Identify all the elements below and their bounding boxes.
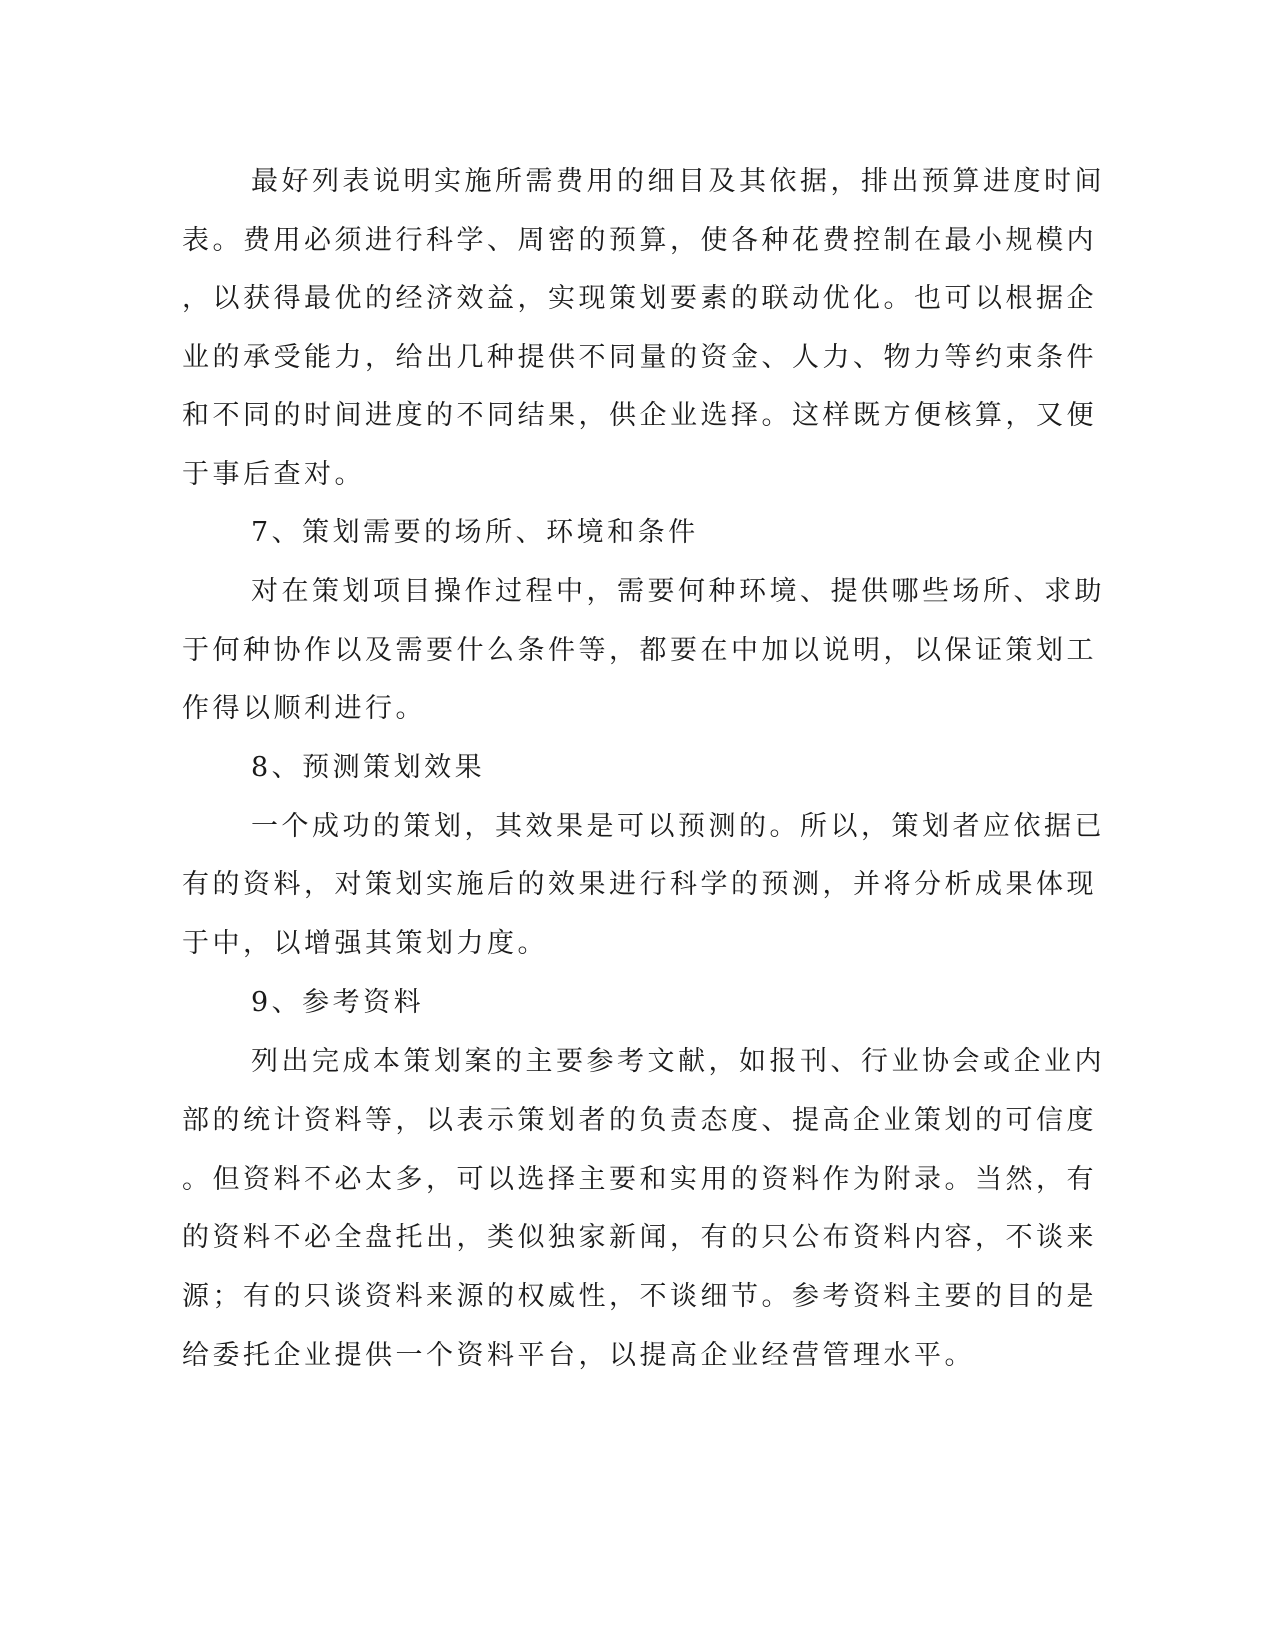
paragraph-line: 于中，以增强其策划力度。 [182,928,548,959]
paragraph-line: 部的统计资料等，以表示策划者的负责态度、提高企业策划的可信度 [182,1105,1097,1136]
section-heading: 8、预测策划效果 [251,752,486,783]
paragraph-line: 业的承受能力，给出几种提供不同量的资金、人力、物力等约束条件 [182,342,1097,373]
paragraph-line: 于事后查对。 [182,459,365,490]
paragraph-line: 最好列表说明实施所需费用的细目及其依据，排出预算进度时间 [251,166,1105,197]
paragraph-line: 给委托企业提供一个资料平台，以提高企业经营管理水平。 [182,1340,975,1371]
paragraph-line: 和不同的时间进度的不同结果，供企业选择。这样既方便核算，又便 [182,400,1097,431]
paragraph-line: 的资料不必全盘托出，类似独家新闻，有的只公布资料内容，不谈来 [182,1222,1097,1253]
paragraph-line: 对在策划项目操作过程中，需要何种环境、提供哪些场所、求助 [251,576,1105,607]
paragraph-line: ，以获得最优的经济效益，实现策划要素的联动优化。也可以根据企 [182,283,1097,314]
paragraph-line: 。但资料不必太多，可以选择主要和实用的资料作为附录。当然，有 [182,1164,1097,1195]
section-heading: 9、参考资料 [251,987,425,1018]
paragraph-line: 于何种协作以及需要什么条件等，都要在中加以说明，以保证策划工 [182,635,1097,666]
paragraph-line: 一个成功的策划，其效果是可以预测的。所以，策划者应依据已 [251,811,1105,842]
paragraph-line: 表。费用必须进行科学、周密的预算，使各种花费控制在最小规模内 [182,225,1097,256]
paragraph-line: 作得以顺利进行。 [182,693,426,724]
paragraph-line: 源；有的只谈资料来源的权威性，不谈细节。参考资料主要的目的是 [182,1281,1097,1312]
section-heading: 7、策划需要的场所、环境和条件 [251,517,699,548]
paragraph-line: 有的资料，对策划实施后的效果进行科学的预测，并将分析成果体现 [182,869,1097,900]
paragraph-line: 列出完成本策划案的主要参考文献，如报刊、行业协会或企业内 [251,1046,1105,1077]
